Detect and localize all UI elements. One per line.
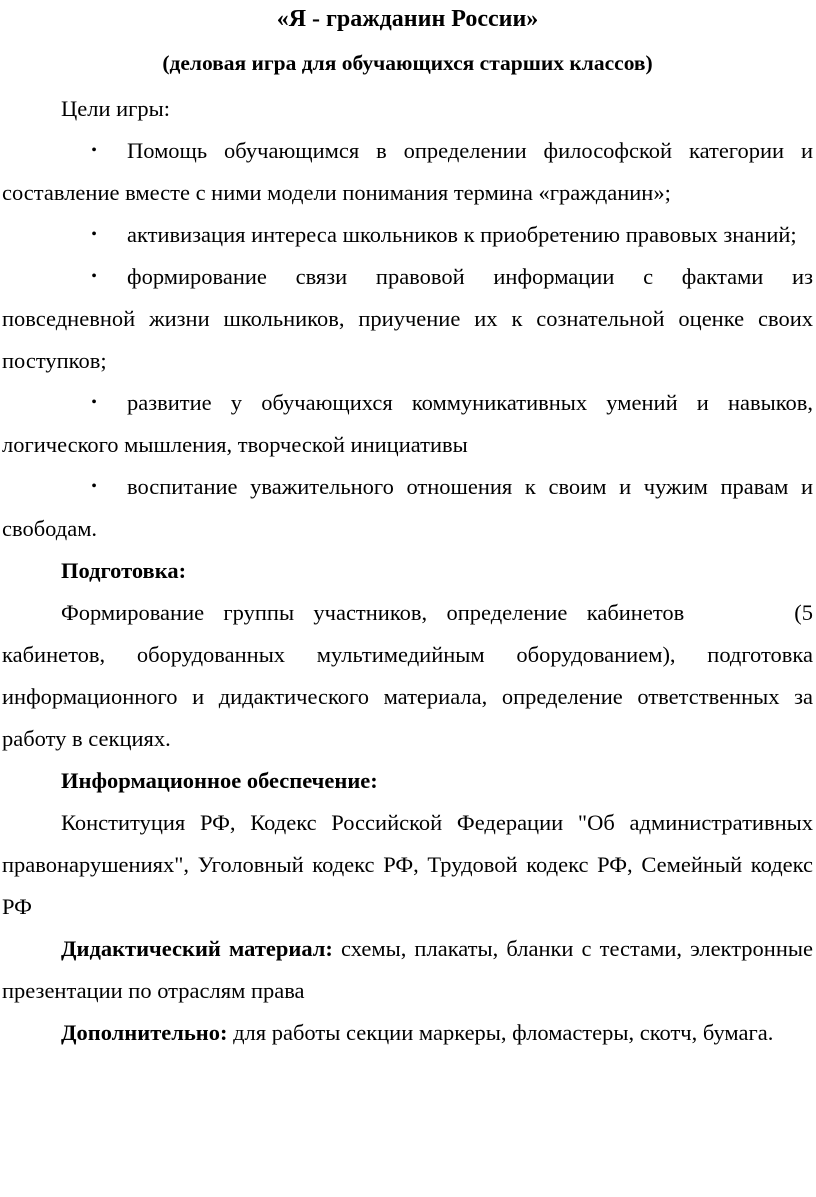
goal-text: развитие у обучающихся коммуникативных умений и навыков, логического мышления, творческой инициативы xyxy=(2,390,813,457)
goal-text: активизация интереса школьников к приобретению правовых знаний; xyxy=(127,222,797,247)
document-title: «Я - гражданин России» xyxy=(276,6,539,32)
info-text: Конституция РФ, Кодекс Российской Федерации "Об административных правонарушениях", Уголовный кодекс РФ, Трудовой кодекс РФ, Семейный кодекс РФ xyxy=(2,810,813,919)
didactic-label: Дидактический материал: xyxy=(61,936,333,961)
bullet-icon: • xyxy=(91,394,97,411)
goal-text: формирование связи правовой информации с фактами из повседневной жизни школьников, приучение их к сознательной оценке своих поступков; xyxy=(2,264,813,373)
list-item xyxy=(2,466,813,550)
preparation-text-part2: (5 кабинетов, оборудованных мультимедийным оборудованием), подготовка информационного и дидактического материала, определение ответственных за работу в секциях. xyxy=(2,600,813,751)
list-item xyxy=(2,130,813,214)
list-item xyxy=(2,382,813,466)
bullet-icon: • xyxy=(91,226,97,243)
bullet-icon: • xyxy=(91,268,97,285)
document-subtitle: (деловая игра для обучающихся старших классов) xyxy=(162,51,653,75)
list-item xyxy=(2,256,813,382)
preparation-text-part1: Формирование группы участников, определение кабинетов xyxy=(61,600,685,625)
additional-label: Дополнительно: xyxy=(61,1020,228,1045)
additional-paragraph xyxy=(2,1012,813,1054)
bullet-icon: • xyxy=(91,142,97,159)
didactic-text: схемы, плакаты, бланки с тестами, электронные презентации по отраслям права xyxy=(2,936,813,1003)
goals-list xyxy=(2,130,813,550)
preparation-text xyxy=(2,592,813,760)
goal-text: воспитание уважительного отношения к своим и чужим правам и свободам. xyxy=(2,474,813,541)
bullet-icon: • xyxy=(91,478,97,495)
preparation-heading: Подготовка: xyxy=(61,558,187,583)
goals-label: Цели игры: xyxy=(61,96,171,121)
list-item xyxy=(2,214,813,256)
goal-text: Помощь обучающимся в определении философской категории и составление вместе с ними модели понимания термина «гражданин»; xyxy=(2,138,813,205)
additional-text: для работы секции маркеры, фломастеры, скотч, бумага. xyxy=(227,1020,774,1045)
info-heading: Информационное обеспечение: xyxy=(61,768,378,793)
didactic-paragraph xyxy=(2,928,813,1012)
